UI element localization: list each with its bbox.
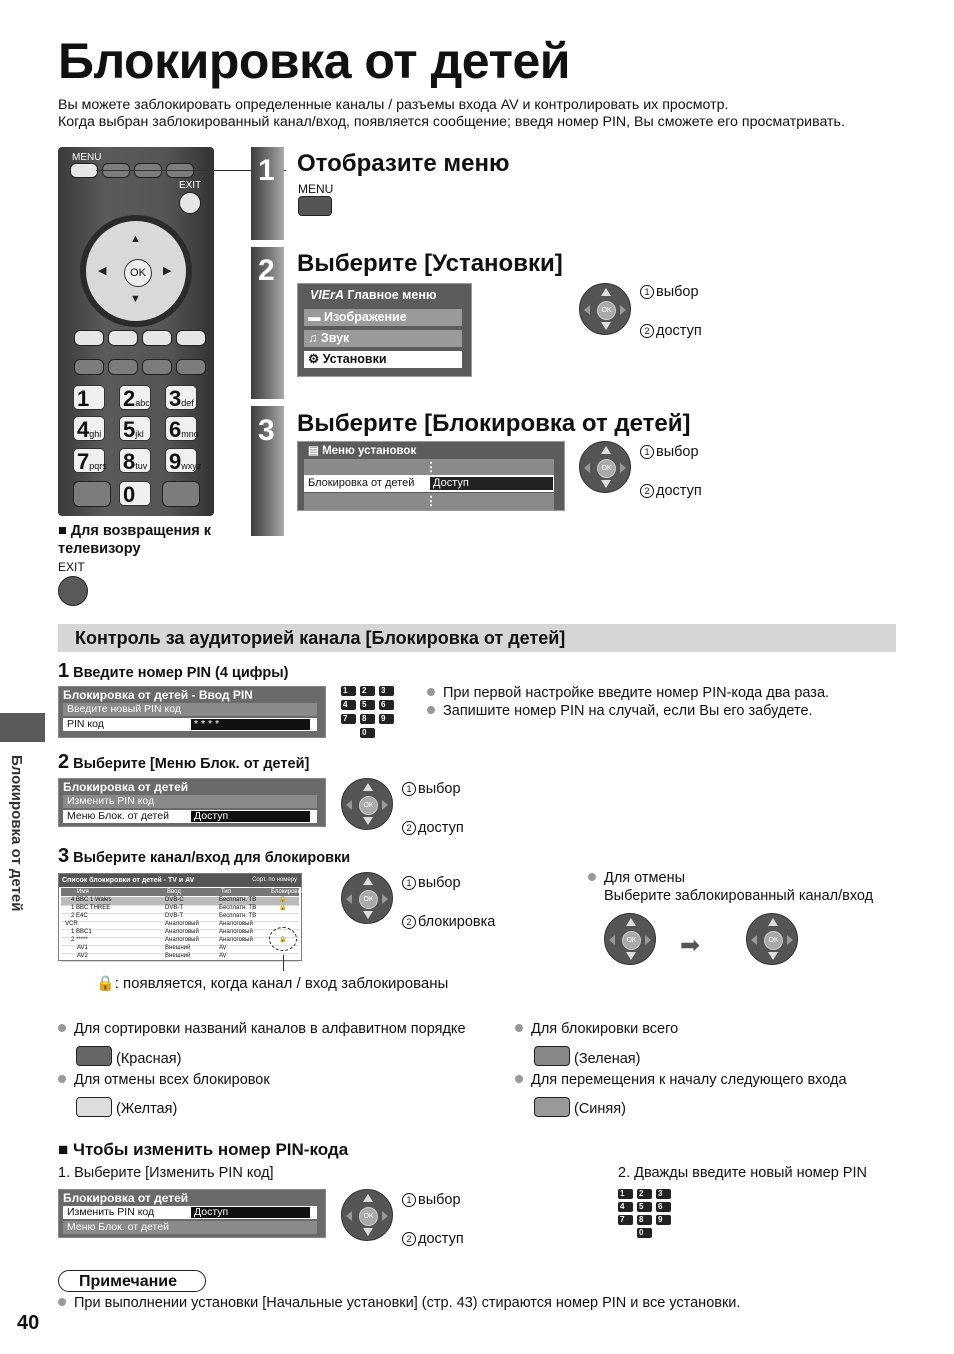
nav-control-icon: OK <box>746 913 798 965</box>
nav-control-icon: OK <box>604 913 656 965</box>
pin-input[interactable]: PIN код * * * * <box>63 718 317 731</box>
pin-change-header: Блокировка от детей <box>63 1191 189 1205</box>
remote-key-0[interactable]: 0 <box>119 481 151 506</box>
table-header: Список блокировки от детей - TV и AV Сорт. по номеру <box>59 874 301 887</box>
lock-highlight-circle <box>269 927 297 951</box>
step-3-title: Выберите [Блокировка от детей] <box>297 410 691 437</box>
select-label: 1 выбор <box>402 1192 461 1208</box>
viera-logo: VIErA Главное меню <box>310 288 437 302</box>
pin-box-hint: Введите новый PIN код <box>63 703 317 716</box>
return-note: ■ Для возвращения к телевизору <box>58 523 211 557</box>
nav-control-icon: OK <box>341 1189 393 1241</box>
intro-text <box>58 97 845 131</box>
change-pin-row[interactable]: Изменить PIN код <box>63 795 317 808</box>
remote-button[interactable] <box>176 359 206 375</box>
remote-button[interactable] <box>142 359 172 375</box>
remote-key-2[interactable]: 2abc <box>119 385 151 410</box>
exit-button[interactable] <box>58 576 88 606</box>
step-number: 1 <box>258 154 275 187</box>
remote-menu-label: MENU <box>72 152 102 163</box>
remote-key-5[interactable]: 5jkl <box>119 416 151 441</box>
lock-note: 🔒: появляется, когда канал / вход заблокированы <box>96 975 449 992</box>
remote-button[interactable] <box>74 359 104 375</box>
setup-menu-box <box>297 441 565 511</box>
menu-row[interactable]: ⋮ <box>304 459 554 476</box>
remote-button[interactable] <box>108 359 138 375</box>
square-bullet-icon: ■ <box>58 523 71 539</box>
menu-item-sound[interactable]: ♫ Звук <box>304 330 462 347</box>
table-row[interactable]: 2 ***** Аналоговый Аналоговый 🔒 <box>61 937 299 946</box>
cancel-note: Для отмены <box>588 870 685 886</box>
side-tab <box>0 713 45 742</box>
remote-button[interactable] <box>73 481 111 507</box>
remote-exit-button[interactable] <box>179 192 201 214</box>
child-lock-box <box>58 778 326 827</box>
menu-item-picture[interactable]: ▬ Изображение <box>304 309 462 326</box>
bullet-text: Запишите номер PIN на случай, если Вы его забудете. <box>427 703 813 719</box>
channel-lock-table <box>58 873 302 961</box>
remote-button[interactable] <box>162 481 200 507</box>
lock-label: 2 блокировка <box>402 914 495 930</box>
down-arrow-icon[interactable]: ▼ <box>130 293 141 305</box>
yellow-button[interactable] <box>76 1097 112 1117</box>
up-arrow-icon[interactable]: ▲ <box>130 233 141 245</box>
square-bullet-icon: ■ <box>58 1140 73 1159</box>
remote-exit-label: EXIT <box>179 180 202 191</box>
select-label: 1 выбор <box>402 781 461 797</box>
red-button[interactable] <box>76 1046 112 1066</box>
nav-control-icon: OK <box>579 441 631 493</box>
remote-color-button[interactable] <box>74 330 104 346</box>
nav-control-icon: OK <box>341 778 393 830</box>
pin-change-step-2: 2. Дважды введите новый номер PIN <box>618 1165 867 1181</box>
left-arrow-icon[interactable]: ◀ <box>98 265 107 277</box>
remote-color-button[interactable] <box>142 330 172 346</box>
cancel-note-detail: Выберите заблокированный канал/вход <box>604 888 874 904</box>
remote-key-8[interactable]: 8tuv <box>119 448 151 473</box>
connector-line <box>283 955 284 971</box>
table-row[interactable]: 4 BBC 1 Wales DVB-C Бесплатн. ТВ 🔒 <box>61 897 299 906</box>
unlock-all-note: Для отмены всех блокировок <box>58 1072 270 1088</box>
page-title: Блокировка от детей <box>58 33 570 89</box>
remote-color-button[interactable] <box>176 330 206 346</box>
change-pin-row[interactable]: Изменить PIN код Доступ <box>63 1206 317 1219</box>
lock-icon: 🔒 <box>279 937 287 943</box>
yellow-button-label: (Желтая) <box>116 1101 178 1117</box>
remote-key-7[interactable]: 7pqrs <box>73 448 105 473</box>
nav-control-icon: OK <box>341 872 393 924</box>
pin-change-title: ■ Чтобы изменить номер PIN-кода <box>58 1140 349 1159</box>
setup-menu-header: ▤ Меню установок <box>308 445 417 457</box>
select-label: 1 выбор <box>640 284 699 300</box>
access-label: 2 доступ <box>640 323 702 339</box>
next-input-note: Для перемещения к началу следующего входа <box>515 1072 847 1088</box>
bullet-text: При первой настройке введите номер PIN-кода два раза. <box>427 685 829 701</box>
remote-nav-ring[interactable] <box>80 215 192 327</box>
select-label: 1 выбор <box>640 444 699 460</box>
select-label: 1 выбор <box>402 875 461 891</box>
table-row[interactable]: VCR Аналоговый Аналоговый <box>61 921 299 930</box>
pin-change-box <box>58 1189 326 1238</box>
remote-key-1[interactable]: 1 <box>73 385 105 410</box>
table-row[interactable]: AV2 Внешний AV <box>61 953 299 962</box>
step-2-title: Выберите [Установки] <box>297 250 563 277</box>
sort-note: Для сортировки названий каналов в алфавитном порядке <box>58 1021 466 1037</box>
menu-button[interactable] <box>298 196 332 216</box>
lock-icon: 🔒 <box>96 975 115 992</box>
remote-key-9[interactable]: 9wxyz <box>165 448 197 473</box>
green-button[interactable] <box>534 1046 570 1066</box>
intro-line-2: Когда выбран заблокированный канал/вход, появляется сообщение; введя номер PIN, Вы сможете его просматривать. <box>58 114 845 130</box>
remote-color-button[interactable] <box>108 330 138 346</box>
main-menu-box <box>297 283 472 377</box>
table-row[interactable]: 1 BBC1 Аналоговый Аналоговый <box>61 929 299 938</box>
step-number: 2 <box>258 254 275 287</box>
remote-key-4[interactable]: 4ghi <box>73 416 105 441</box>
return-exit-label: EXIT <box>58 560 85 574</box>
lock-icon: 🔒 <box>279 905 287 911</box>
menu-button-label: MENU <box>298 182 334 196</box>
table-row[interactable]: AV1 Внешний AV <box>61 945 299 954</box>
section-title: Контроль за аудиторией канала [Блокировка от детей] <box>58 624 896 652</box>
menu-row[interactable]: ⋮ <box>304 493 554 510</box>
lock-icon: 🔒 <box>279 897 287 903</box>
pin-box-header: Блокировка от детей - Ввод PIN <box>63 688 253 702</box>
menu-item-setup[interactable]: ⚙ Установки <box>304 351 462 368</box>
arrow-right-icon: ➡ <box>680 932 701 959</box>
nav-control-icon: OK <box>579 283 631 335</box>
child-lock-header: Блокировка от детей <box>63 780 189 794</box>
sub-step-2: 2 Выберите [Меню Блок. от детей] <box>58 751 310 773</box>
sub-step-1: 1 Введите номер PIN (4 цифры) <box>58 660 289 682</box>
lock-all-note: Для блокировки всего <box>515 1021 678 1037</box>
access-label: 2 доступ <box>402 820 464 836</box>
note-text: При выполнении установки [Начальные установки] (стр. 43) стираются номер PIN и все установки. <box>58 1295 740 1311</box>
remote-key-6[interactable]: 6mno <box>165 416 197 441</box>
pin-change-step-1: 1. Выберите [Изменить PIN код] <box>58 1165 274 1181</box>
page-number: 40 <box>17 1312 40 1334</box>
table-row[interactable]: 2 E4C DVB-T Бесплатн. ТВ <box>61 913 299 922</box>
red-button-label: (Красная) <box>116 1051 182 1067</box>
green-button-label: (Зеленая) <box>574 1051 641 1067</box>
block-menu-row[interactable]: Меню Блок. от детей <box>63 1221 317 1234</box>
remote-control <box>58 147 214 516</box>
note-title: Примечание <box>58 1270 206 1292</box>
sub-step-3: 3 Выберите канал/вход для блокировки <box>58 845 351 867</box>
side-label: Блокировка от детей <box>8 755 25 912</box>
remote-key-3[interactable]: 3def <box>165 385 197 410</box>
right-arrow-icon[interactable]: ▶ <box>163 265 172 277</box>
remote-menu-button[interactable] <box>70 163 98 178</box>
table-row[interactable]: 1 BBC THREE DVB-T Бесплатн. ТВ 🔒 <box>61 905 299 914</box>
blue-button-label: (Синяя) <box>574 1101 626 1117</box>
blue-button[interactable] <box>534 1097 570 1117</box>
block-menu-row[interactable]: Меню Блок. от детей Доступ <box>63 810 317 823</box>
intro-line-1: Вы можете заблокировать определенные каналы / разъемы входа AV и контролировать их просмотр. <box>58 97 729 113</box>
step-number: 3 <box>258 414 275 447</box>
menu-row-child-lock[interactable]: Блокировка от детей Доступ <box>304 475 554 492</box>
pin-entry-box <box>58 686 326 738</box>
access-label: 2 доступ <box>402 1231 464 1247</box>
step-1-title: Отобразите меню <box>297 150 510 177</box>
table-columns: Имя Ввод Тип Блокировка <box>61 888 299 896</box>
remote-ok-button[interactable]: OK <box>124 259 152 287</box>
access-label: 2 доступ <box>640 483 702 499</box>
